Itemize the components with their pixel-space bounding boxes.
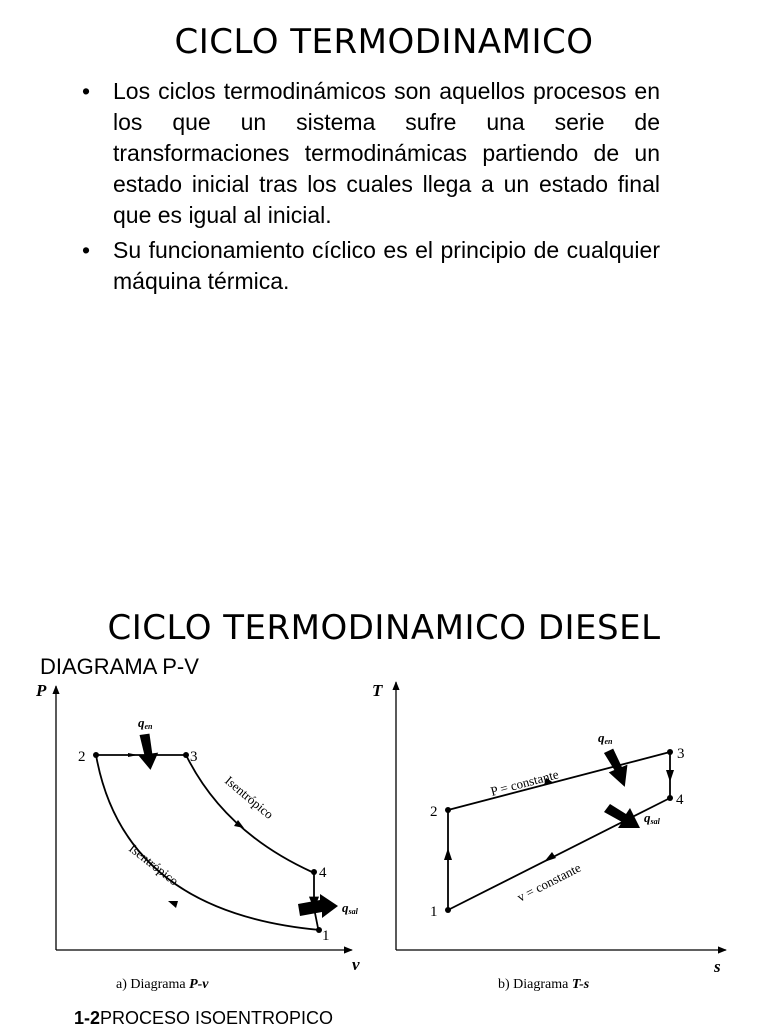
bullet-item xyxy=(80,76,660,231)
ts-q-out-label: qsal xyxy=(644,810,660,826)
pv-isentropic-lower-label: Isentrópico xyxy=(126,840,182,889)
ts-point-4 xyxy=(667,795,673,801)
ts-point-1 xyxy=(445,907,451,913)
pv-q-in-label: qen xyxy=(138,715,153,731)
ts-point-3-label: 3 xyxy=(677,746,685,762)
pv-point-3-label: 3 xyxy=(190,749,198,765)
pv-isentropic-upper-label: Isentrópico xyxy=(222,772,277,822)
pv-heat-in-arrow xyxy=(136,733,161,771)
pv-point-3 xyxy=(183,752,189,758)
ts-diagram-svg xyxy=(364,672,730,1002)
pv-q-out-label: qsal xyxy=(342,900,358,916)
ts-arrow-4-1 xyxy=(544,852,556,862)
pv-process-3-4 xyxy=(186,755,312,872)
bullet-icon: • xyxy=(82,237,91,263)
ts-v-constant-label: v = constante xyxy=(514,859,584,905)
bullet-icon: • xyxy=(82,78,91,104)
pv-arrow-1-2 xyxy=(168,901,178,908)
ts-diagram xyxy=(364,672,730,1002)
ts-process-4-1 xyxy=(448,798,670,910)
pv-caption: a) Diagrama P-v xyxy=(116,977,209,992)
ts-point-3 xyxy=(667,749,673,755)
pv-point-4-label: 4 xyxy=(319,865,327,881)
pv-process-1-2 xyxy=(96,755,320,930)
pv-diagram-svg xyxy=(24,672,360,1002)
ts-arrow-3-4 xyxy=(666,770,674,782)
ts-point-1-label: 1 xyxy=(430,904,438,920)
pv-diagram xyxy=(24,672,360,1002)
pv-point-2-label: 2 xyxy=(78,749,86,765)
diagram-subtitle: DIAGRAMA P-V xyxy=(40,654,199,679)
ts-point-2 xyxy=(445,807,451,813)
slide-title: CICLO TERMODINAMICO DIESEL xyxy=(107,608,661,648)
pv-heat-out-arrow xyxy=(298,894,338,918)
process-number: 1-2 xyxy=(74,1008,101,1028)
ts-point-4-label: 4 xyxy=(676,792,684,808)
slide-2 xyxy=(0,560,768,1028)
ts-q-in-label: qen xyxy=(598,730,613,746)
ts-caption: b) Diagrama T-s xyxy=(498,977,590,992)
bullet-text: Los ciclos termodinámicos son aquellos procesos en los que un sistema sufre una serie de transformaciones termodinámicas partiendo de un estado inicial tras los cuales llega a un estado final que es igual al inicial. xyxy=(113,78,660,228)
pv-point-4 xyxy=(311,869,317,875)
pv-point-1-label: 1 xyxy=(322,928,330,944)
ts-arrow-1-2 xyxy=(444,848,452,860)
slide-title: CICLO TERMODINAMICO xyxy=(174,22,594,62)
ts-point-2-label: 2 xyxy=(430,804,438,820)
pv-y-axis-label: P xyxy=(36,681,47,700)
bullet-item xyxy=(80,235,660,297)
bullet-text: Su funcionamiento cíclico es el principio de cualquier máquina térmica. xyxy=(113,237,660,294)
ts-x-axis-label: s xyxy=(714,957,721,976)
ts-p-constant-label: P = constante xyxy=(488,766,561,799)
process-text: PROCESO ISOENTROPICO xyxy=(100,1008,334,1028)
pv-point-2 xyxy=(93,752,99,758)
pv-x-axis-label: v xyxy=(352,955,360,974)
pv-arrow-2-3 xyxy=(128,753,138,757)
ts-y-axis-label: T xyxy=(372,681,383,700)
process-label xyxy=(74,1008,333,1028)
bullet-list xyxy=(80,76,660,301)
